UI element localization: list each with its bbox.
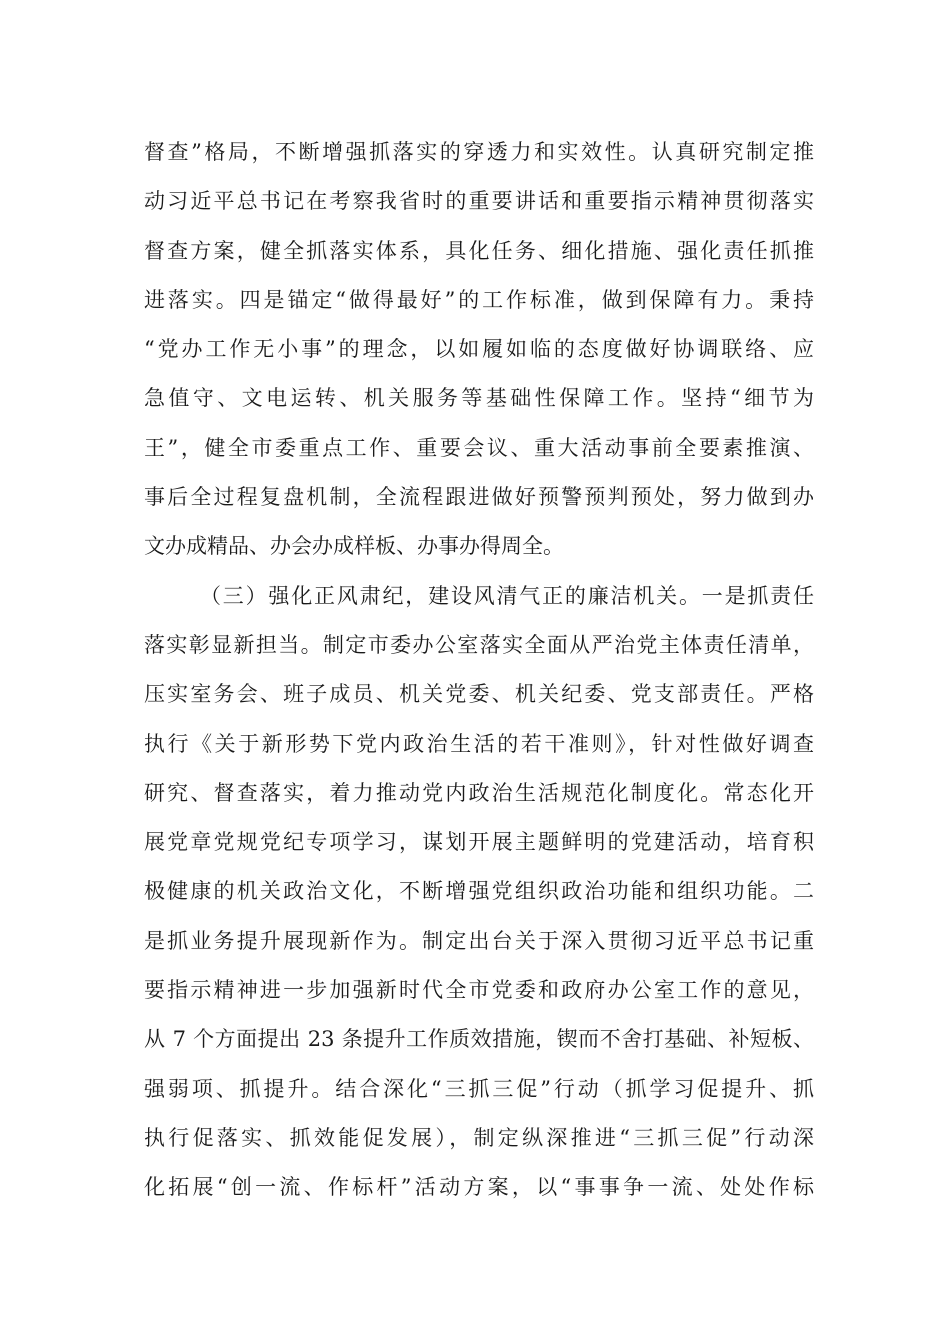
text-line: 督查方案，健全抓落实体系，具化任务、细化措施、强化责任抓推 [144,238,814,263]
text-line: 执行促落实、抓效能促发展），制定纵深推进“三抓三促”行动深 [144,1125,814,1150]
text-line: 是抓业务提升展现新作为。制定出台关于深入贯彻习近平总书记重 [144,928,814,953]
text-line: 研究、督查落实，着力推动党内政治生活规范化制度化。常态化开 [144,780,814,805]
text-line: 进落实。四是锚定“做得最好”的工作标准，做到保障有力。秉持 [144,287,814,312]
text-line: 强弱项、抓提升。结合深化“三抓三促”行动（抓学习促提升、抓 [144,1076,814,1101]
text-line: 展党章党规党纪专项学习，谋划开展主题鲜明的党建活动，培育积 [144,830,814,855]
text-line: 王”，健全市委重点工作、重要会议、重大活动事前全要素推演、 [144,435,814,460]
text-line: 动习近平总书记在考察我省时的重要讲话和重要指示精神贯彻落实 [144,189,814,214]
text-line: “党办工作无小事”的理念，以如履如临的态度做好协调联络、应 [144,337,814,362]
text-line: 督查”格局，不断增强抓落实的穿透力和实效性。认真研究制定推 [144,140,814,164]
text-line: 从 7 个方面提出 23 条提升工作质效措施，锲而不舍打基础、补短板、 [144,1027,814,1052]
text-line: 压实室务会、班子成员、机关党委、机关纪委、党支部责任。严格 [144,682,814,707]
paragraph-end-line: 文办成精品、办会办成样板、办事办得周全。 [144,534,564,559]
text-line: 要指示精神进一步加强新时代全市党委和政府办公室工作的意见， [144,978,814,1003]
text-line: 落实彰显新担当。制定市委办公室落实全面从严治党主体责任清单， [144,632,814,657]
body-text [144,128,814,1213]
text-line: 急值守、文电运转、机关服务等基础性保障工作。坚持“细节为 [144,386,814,411]
text-line: 化拓展“创一流、作标杆”活动方案，以“事事争一流、处处作标 [144,1175,814,1200]
section-heading-line: （三）强化正风肃纪，建设风清气正的廉洁机关。一是抓责任 [200,583,814,608]
text-line: 执行《关于新形势下党内政治生活的若干准则》，针对性做好调查 [144,731,814,756]
text-line: 极健康的机关政治文化，不断增强党组织政治功能和组织功能。二 [144,879,814,904]
text-line: 事后全过程复盘机制，全流程跟进做好预警预判预处，努力做到办 [144,485,814,510]
